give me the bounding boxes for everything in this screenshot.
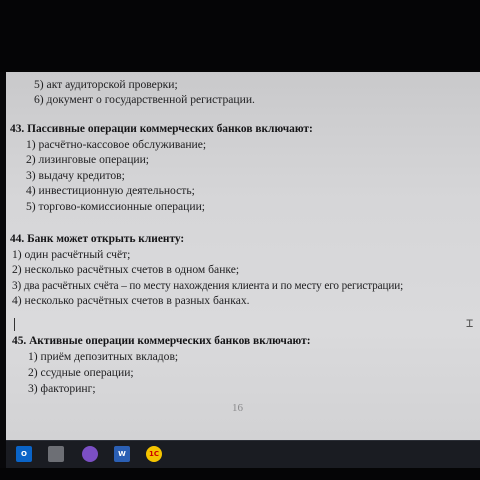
page-number: 16: [232, 402, 243, 414]
doc-line: 3) факторинг;: [28, 382, 96, 395]
outlook-icon[interactable]: O: [16, 446, 32, 462]
calculator-icon[interactable]: [48, 446, 64, 462]
doc-line: 4) несколько расчётных счетов в разных банках.: [12, 294, 250, 307]
1c-icon[interactable]: 1С: [146, 446, 162, 462]
doc-line: 5) акт аудиторской проверки;: [34, 78, 178, 91]
doc-line: 2) ссудные операции;: [28, 366, 134, 379]
doc-line: 2) несколько расчётных счетов в одном банке;: [12, 263, 240, 276]
doc-line: 3) два расчётных счёта – по месту нахождения клиента и по месту его регистрации;: [12, 280, 404, 292]
doc-line: 5) торгово-комиссионные операции;: [26, 200, 206, 213]
question-43: 43. Пассивные операции коммерческих банков включают:: [10, 123, 313, 135]
doc-line: 3) выдачу кредитов;: [26, 169, 125, 182]
monitor-bezel-bottom: [0, 468, 480, 480]
viber-icon[interactable]: [82, 446, 98, 462]
doc-line: 1) расчётно-кассовое обслуживание;: [26, 138, 207, 151]
document-page: [6, 72, 480, 440]
question-44: 44. Банк может открыть клиенту:: [10, 233, 185, 245]
doc-line: 2) лизинговые операции;: [26, 153, 150, 166]
text-cursor: [14, 318, 15, 331]
doc-line: 1) один расчётный счёт;: [12, 248, 131, 261]
taskbar: [6, 440, 480, 469]
doc-line: 1) приём депозитных вкладов;: [28, 350, 179, 363]
word-icon[interactable]: W: [114, 446, 130, 462]
monitor-bezel-top: [0, 0, 480, 72]
doc-line: 4) инвестиционную деятельность;: [26, 184, 195, 197]
question-45: 45. Активные операции коммерческих банков включают:: [12, 335, 311, 347]
doc-line: 6) документ о государственной регистрации.: [34, 93, 255, 106]
mouse-ibeam-icon: ⌶: [466, 316, 474, 330]
